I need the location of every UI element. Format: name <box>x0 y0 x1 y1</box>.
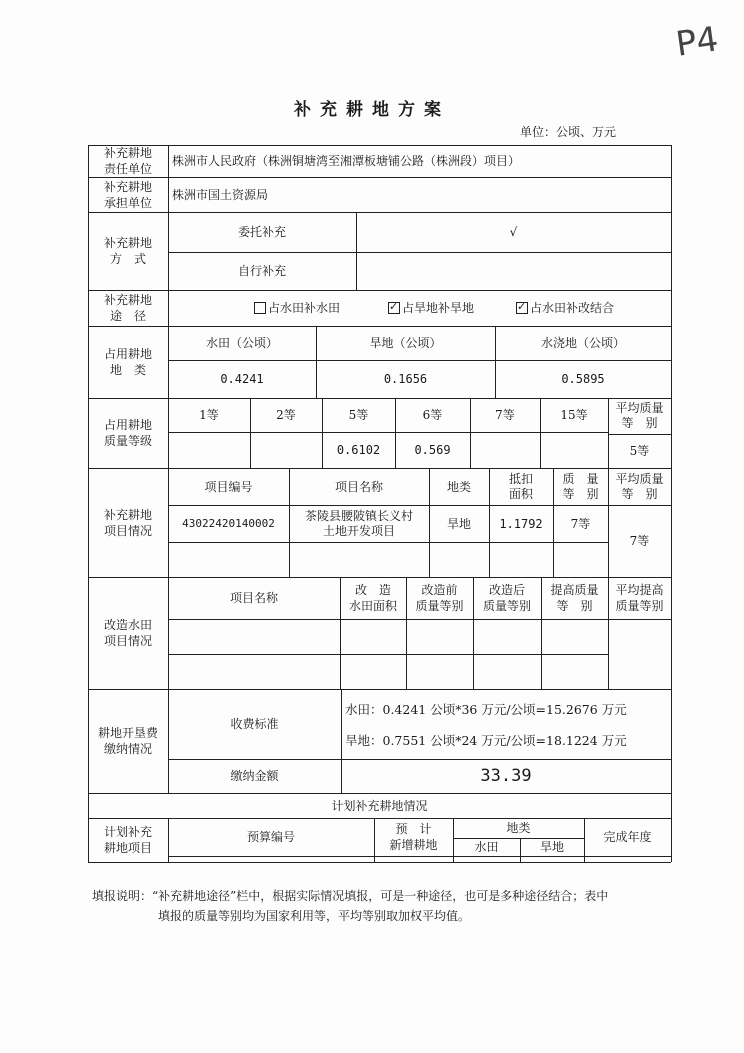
checkbox-checked-icon <box>388 302 400 314</box>
reform-header-improve: 提高质量 等 别 <box>550 583 599 613</box>
quality-header: 7等 <box>495 408 515 422</box>
occupied-value-irrigated: 0.5895 <box>561 372 605 386</box>
quality-header: 2等 <box>276 408 296 422</box>
responsible-value: 株洲市人民政府（株洲铜塘湾至湘潭板塘铺公路（株洲段）项目） <box>172 154 521 168</box>
checkbox-checked-icon <box>516 302 528 314</box>
undertaking-value: 株洲市国土资源局 <box>172 187 269 202</box>
fee-standard-label: 收费标准 <box>230 717 279 731</box>
fee-line-dry: 旱地：0.7551 公顷*24 万元/公顷=18.1224 万元 <box>345 733 627 748</box>
notes-line-1: 填报说明：“补充耕地途径”栏中，根据实际情况填报，可是一种途径，也可是多种途径结合；表中 <box>92 889 609 903</box>
project-grade: 7等 <box>570 516 591 531</box>
plan-label: 计划补充 耕地项目 <box>103 825 152 855</box>
responsible-label: 补充耕地 责任单位 <box>103 146 152 176</box>
project-area: 1.1792 <box>499 516 543 531</box>
entrusted-check-mark: √ <box>509 225 518 239</box>
quality-header-average: 平均质量 等 别 <box>615 401 664 430</box>
project-label: 补充耕地 项目情况 <box>103 507 152 538</box>
checkbox-icon <box>254 302 266 314</box>
project-header-type: 地类 <box>446 479 471 494</box>
reform-header-after: 改造后 质量等别 <box>482 583 531 613</box>
reform-header-area: 改 造 水田面积 <box>348 583 397 613</box>
notes-line-2: 填报的质量等别均为国家利用等，平均等别取加权平均值。 <box>158 909 471 923</box>
reform-label: 改造水田 项目情况 <box>103 618 152 648</box>
quality-label: 占用耕地 质量等级 <box>103 418 152 448</box>
project-name: 茶陵县腰陂镇长义村 土地开发项目 <box>304 508 413 538</box>
occupied-header-irrigated: 水浇地（公顷） <box>540 336 625 350</box>
project-average: 7等 <box>629 534 650 548</box>
plan-section-title: 计划补充耕地情况 <box>331 798 428 813</box>
occupied-type-label: 占用耕地 地 类 <box>103 347 152 377</box>
self-label: 自行补充 <box>237 264 286 278</box>
occupied-value-paddy: 0.4241 <box>220 372 264 386</box>
handwritten-mark: P4 <box>673 19 721 65</box>
plan-budget-header: 预算编号 <box>246 830 295 844</box>
reform-header-average: 平均提高 质量等别 <box>615 583 664 613</box>
reform-header-name: 项目名称 <box>229 591 278 605</box>
occupied-value-dry: 0.1656 <box>383 372 428 386</box>
fee-amount-label: 缴纳金额 <box>230 769 279 783</box>
plan-land-type-header: 地类 <box>506 821 531 835</box>
purpose-option-dry[interactable] <box>366 290 496 326</box>
purpose-option-label: 占旱地补旱地 <box>401 301 474 315</box>
purpose-option-mixed[interactable] <box>500 290 630 326</box>
project-header-name: 项目名称 <box>334 479 383 494</box>
method-label: 补充耕地 方 式 <box>103 236 152 266</box>
purpose-option-paddy[interactable] <box>232 290 362 326</box>
occupied-header-paddy: 水田（公顷） <box>205 336 278 350</box>
fee-line-paddy: 水田：0.4241 公顷*36 万元/公顷=15.2676 万元 <box>345 702 627 717</box>
project-type: 旱地 <box>446 516 471 531</box>
fee-amount: 33.39 <box>480 766 532 786</box>
project-header-average: 平均质量 等 别 <box>615 471 664 501</box>
undertaking-label: 补充耕地 承担单位 <box>103 179 152 210</box>
plan-paddy-header: 水田 <box>474 840 499 854</box>
project-header-grade: 质 量 等 别 <box>562 471 599 501</box>
quality-value-5: 0.6102 <box>336 443 381 457</box>
reform-header-before: 改造前 质量等别 <box>415 583 464 613</box>
occupied-header-dry: 旱地（公顷） <box>369 336 442 350</box>
quality-header: 1等 <box>199 408 219 422</box>
purpose-option-label: 占水田补改结合 <box>529 301 614 315</box>
plan-dry-header: 旱地 <box>539 840 564 854</box>
entrusted-label: 委托补充 <box>237 225 286 239</box>
quality-value-average: 5等 <box>629 444 650 458</box>
fee-label: 耕地开垦费 缴纳情况 <box>97 726 158 756</box>
quality-header: 6等 <box>422 408 443 422</box>
page-title: 补充耕地方案 <box>294 100 450 120</box>
plan-year-header: 完成年度 <box>603 830 652 844</box>
unit-label: 单位：公顷、万元 <box>520 125 617 139</box>
purpose-label: 补充耕地 途 径 <box>103 293 152 323</box>
quality-header: 15等 <box>560 408 588 422</box>
quality-value-6: 0.569 <box>414 443 451 457</box>
plan-new-land-header: 预 计 新增耕地 <box>389 822 438 852</box>
project-id: 43022420140002 <box>182 516 275 530</box>
project-header-id: 项目编号 <box>204 479 253 494</box>
quality-header: 5等 <box>348 408 369 422</box>
purpose-option-label: 占水田补水田 <box>267 301 340 315</box>
project-header-area: 抵扣 面积 <box>508 471 533 501</box>
